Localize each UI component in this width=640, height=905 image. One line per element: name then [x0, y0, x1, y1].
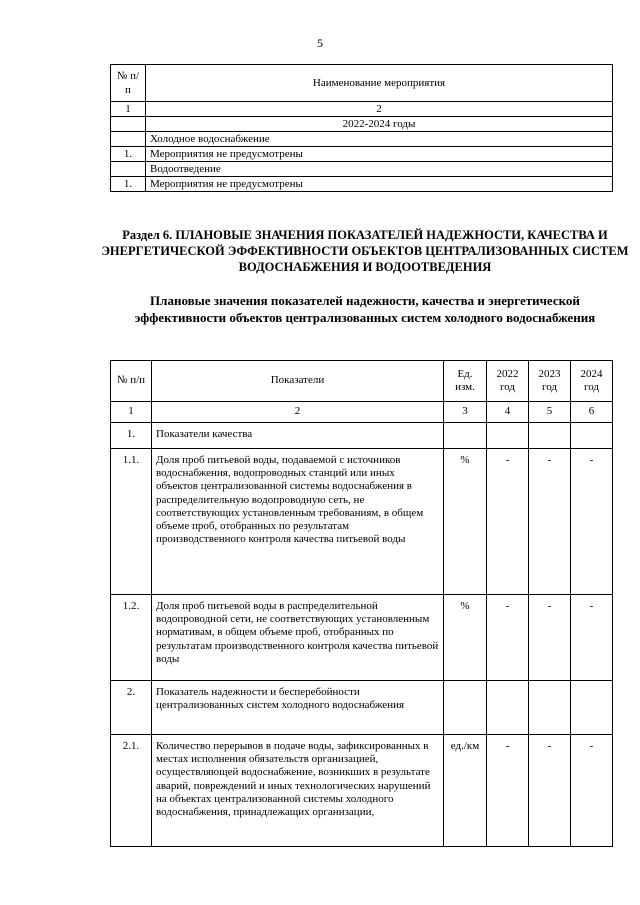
header-indicator: Показатели	[152, 361, 444, 402]
row-unit	[444, 423, 487, 449]
column-numbers-row	[111, 402, 613, 423]
header-num: № п/п	[111, 361, 152, 402]
page-number: 5	[317, 36, 323, 50]
row-2022: -	[487, 449, 529, 595]
row-unit: %	[444, 449, 487, 595]
row-num	[111, 162, 146, 177]
col-number-2: 2	[152, 402, 444, 423]
row-2023	[529, 681, 571, 735]
row-name: Мероприятия не предусмотрены	[146, 147, 613, 162]
table-row	[111, 177, 613, 192]
row-2023	[529, 423, 571, 449]
row-2022: -	[487, 595, 529, 681]
period-label: 2022-2024 годы	[146, 117, 613, 132]
col-number-1: 1	[111, 102, 146, 117]
table-row	[111, 595, 613, 681]
row-num: 1.	[111, 147, 146, 162]
column-numbers-row	[111, 102, 613, 117]
col-number-3: 3	[444, 402, 487, 423]
row-num	[111, 132, 146, 147]
row-2022	[487, 681, 529, 735]
row-2024: -	[571, 735, 613, 847]
table-row	[111, 147, 613, 162]
col-number-1: 1	[111, 402, 152, 423]
row-unit: %	[444, 595, 487, 681]
table-subtitle: Плановые значения показателей надежности, качества и энергетической эффективности объектов централизованных систем холодного водоснабжения	[134, 293, 596, 325]
header-name: Наименование мероприятия	[146, 65, 613, 102]
header-2023: 2023 год	[529, 361, 571, 402]
row-2024: -	[571, 449, 613, 595]
row-2024: -	[571, 595, 613, 681]
indicators-table	[110, 360, 613, 847]
col-number-4: 4	[487, 402, 529, 423]
table-row	[111, 681, 613, 735]
row-num: 1.1.	[111, 449, 152, 595]
section-title: Раздел 6. ПЛАНОВЫЕ ЗНАЧЕНИЯ ПОКАЗАТЕЛЕЙ НАДЕЖНОСТИ, КАЧЕСТВА И ЭНЕРГЕТИЧЕСКОЙ ЭФФЕКТИВНОСТИ ОБЪЕКТОВ ЦЕНТРАЛИЗОВАННЫХ СИСТЕМ ВОДОСНАБЖЕНИЯ И ВОДООТВЕДЕНИЯ	[101, 228, 629, 274]
table-row	[111, 449, 613, 595]
row-num: 2.1.	[111, 735, 152, 847]
row-num: 2.	[111, 681, 152, 735]
header-unit: Ед. изм.	[444, 361, 487, 402]
row-2023: -	[529, 449, 571, 595]
table-header-row	[111, 65, 613, 102]
table-row	[111, 735, 613, 847]
header-2022: 2022 год	[487, 361, 529, 402]
row-unit: ед./км	[444, 735, 487, 847]
table-row	[111, 132, 613, 147]
row-2024	[571, 423, 613, 449]
row-unit	[444, 681, 487, 735]
col-number-5: 5	[529, 402, 571, 423]
row-num: 1.	[111, 177, 146, 192]
row-2022: -	[487, 735, 529, 847]
col-number-2: 2	[146, 102, 613, 117]
row-num: 1.2.	[111, 595, 152, 681]
row-num: 1.	[111, 423, 152, 449]
row-name: Холодное водоснабжение	[146, 132, 613, 147]
row-indicator: Показатели качества	[152, 423, 444, 449]
activities-table	[110, 64, 613, 192]
header-num: № п/п	[111, 65, 146, 102]
row-name: Мероприятия не предусмотрены	[146, 177, 613, 192]
row-2024	[571, 681, 613, 735]
period-row	[111, 117, 613, 132]
table-header-row	[111, 361, 613, 402]
row-indicator: Показатель надежности и бесперебойности централизованных систем холодного водоснабжения	[152, 681, 444, 735]
table-row	[111, 423, 613, 449]
row-indicator: Количество перерывов в подаче воды, зафиксированных в местах исполнения обязательств организацией, осуществляющей водоснабжение, возникших в результате аварий, повреждений и иных технологических нарушений на объектах централизованной системы холодного водоснабжения, принадлежащих организации,	[152, 735, 444, 847]
header-2024: 2024 год	[571, 361, 613, 402]
row-2023: -	[529, 595, 571, 681]
row-indicator: Доля проб питьевой воды в распределительной водопроводной сети, не соответствующих установленным нормативам, в общем объеме проб, отобранных по результатам производственного контроля качества питьевой воды	[152, 595, 444, 681]
col-number-6: 6	[571, 402, 613, 423]
table-row	[111, 162, 613, 177]
row-2022	[487, 423, 529, 449]
row-2023: -	[529, 735, 571, 847]
row-name: Водоотведение	[146, 162, 613, 177]
row-indicator: Доля проб питьевой воды, подаваемой с источников водоснабжения, водопроводных станций или иных объектов централизованной системы водоснабжения в распределительную водопроводную сеть, не соответствующих установленным требованиям, в общем объеме проб, отобранных по результатам производственного контроля качества питьевой воды	[152, 449, 444, 595]
